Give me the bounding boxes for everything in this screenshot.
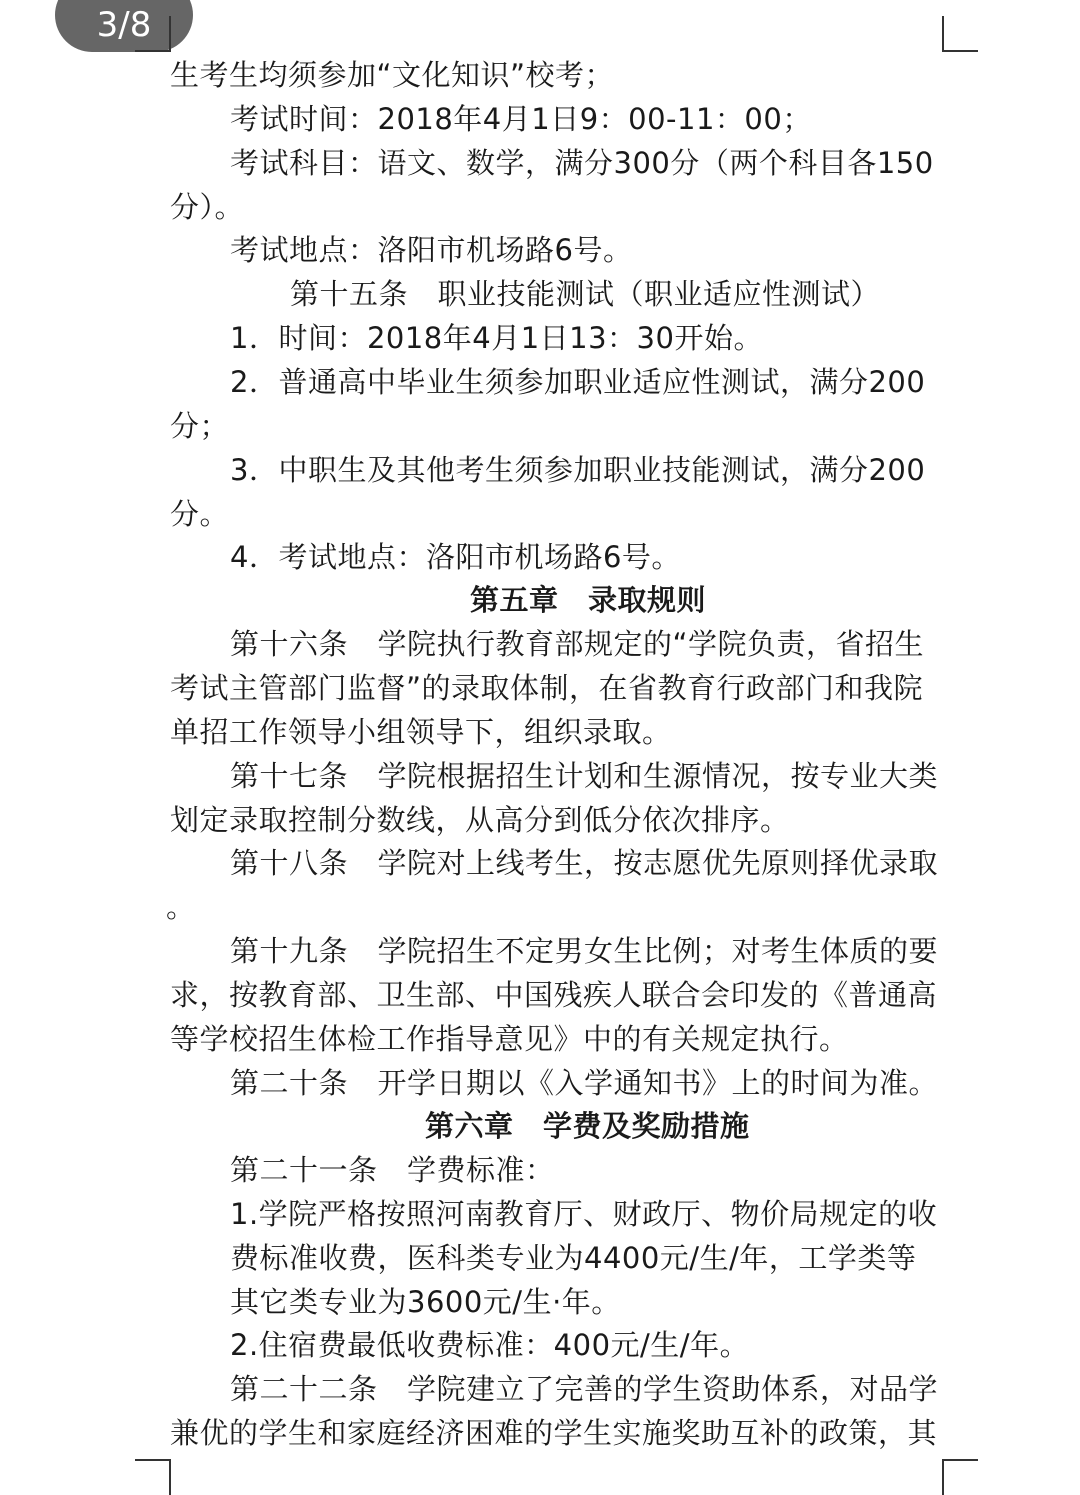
crop-mark-bottom-left xyxy=(135,1459,171,1495)
text-line: 2．普通高中毕业生须参加职业适应性测试，满分200 xyxy=(230,365,926,399)
text-line: 生考生均须参加“文化知识”校考； xyxy=(170,58,615,92)
chapter-heading: 第五章 录取规则 xyxy=(470,583,707,617)
text-line: 费标准收费，医科类专业为4400元/生/年，工学类等 xyxy=(230,1241,917,1275)
text-line: 第十七条 学院根据招生计划和生源情况，按专业大类 xyxy=(230,759,939,793)
text-line: 考试主管部门监督”的录取体制，在省教育行政部门和我院 xyxy=(170,671,924,705)
text-line: 分； xyxy=(170,409,230,443)
text-line: 单招工作领导小组领导下，组织录取。 xyxy=(170,715,672,749)
text-line: 考试时间：2018年4月1日9：00-11：00； xyxy=(230,102,812,136)
text-line: 第十六条 学院执行教育部规定的“学院负责，省招生 xyxy=(230,627,925,661)
crop-mark-top-right xyxy=(942,16,978,52)
text-line: 等学校招生体检工作指导意见》中的有关规定执行。 xyxy=(170,1022,849,1056)
text-line: 4．考试地点：洛阳市机场路6号。 xyxy=(230,540,681,574)
text-line: 求，按教育部、卫生部、中国残疾人联合会印发的《普通高 xyxy=(170,978,938,1012)
text-line: 3．中职生及其他考生须参加职业技能测试，满分200 xyxy=(230,453,926,487)
text-line: 划定录取控制分数线，从高分到低分依次排序。 xyxy=(170,803,790,837)
text-line: 。 xyxy=(166,890,196,924)
text-line: 分。 xyxy=(170,497,230,531)
text-line: 第二十一条 学费标准： xyxy=(230,1153,555,1187)
text-line: 2.住宿费最低收费标准：400元/生/年。 xyxy=(230,1328,750,1362)
chapter-heading: 第六章 学费及奖励措施 xyxy=(425,1109,750,1143)
text-line: 考试科目：语文、数学，满分300分（两个科目各150 xyxy=(230,146,934,180)
text-line: 第十八条 学院对上线考生，按志愿优先原则择优录取 xyxy=(230,846,939,880)
crop-mark-bottom-right xyxy=(942,1459,978,1495)
article-heading: 第十五条 职业技能测试（职业适应性测试） xyxy=(290,277,881,311)
text-line: 第十九条 学院招生不定男女生比例；对考生体质的要 xyxy=(230,934,939,968)
text-line: 兼优的学生和家庭经济困难的学生实施奖助互补的政策，其 xyxy=(170,1416,938,1450)
text-line: 第二十二条 学院建立了完善的学生资助体系，对品学 xyxy=(230,1372,939,1406)
text-line: 其它类专业为3600元/生·年。 xyxy=(230,1285,621,1319)
text-line: 第二十条 开学日期以《入学通知书》上的时间为准。 xyxy=(230,1066,939,1100)
text-line: 考试地点：洛阳市机场路6号。 xyxy=(230,233,633,267)
text-line: 1．时间：2018年4月1日13：30开始。 xyxy=(230,321,763,355)
text-line: 1.学院严格按照河南教育厅、财政厅、物价局规定的收 xyxy=(230,1197,938,1231)
crop-mark-top-left xyxy=(135,16,171,52)
text-line: 分）。 xyxy=(170,190,245,224)
page-indicator-badge xyxy=(55,0,193,52)
page-indicator-text: 3/8 xyxy=(96,5,152,45)
